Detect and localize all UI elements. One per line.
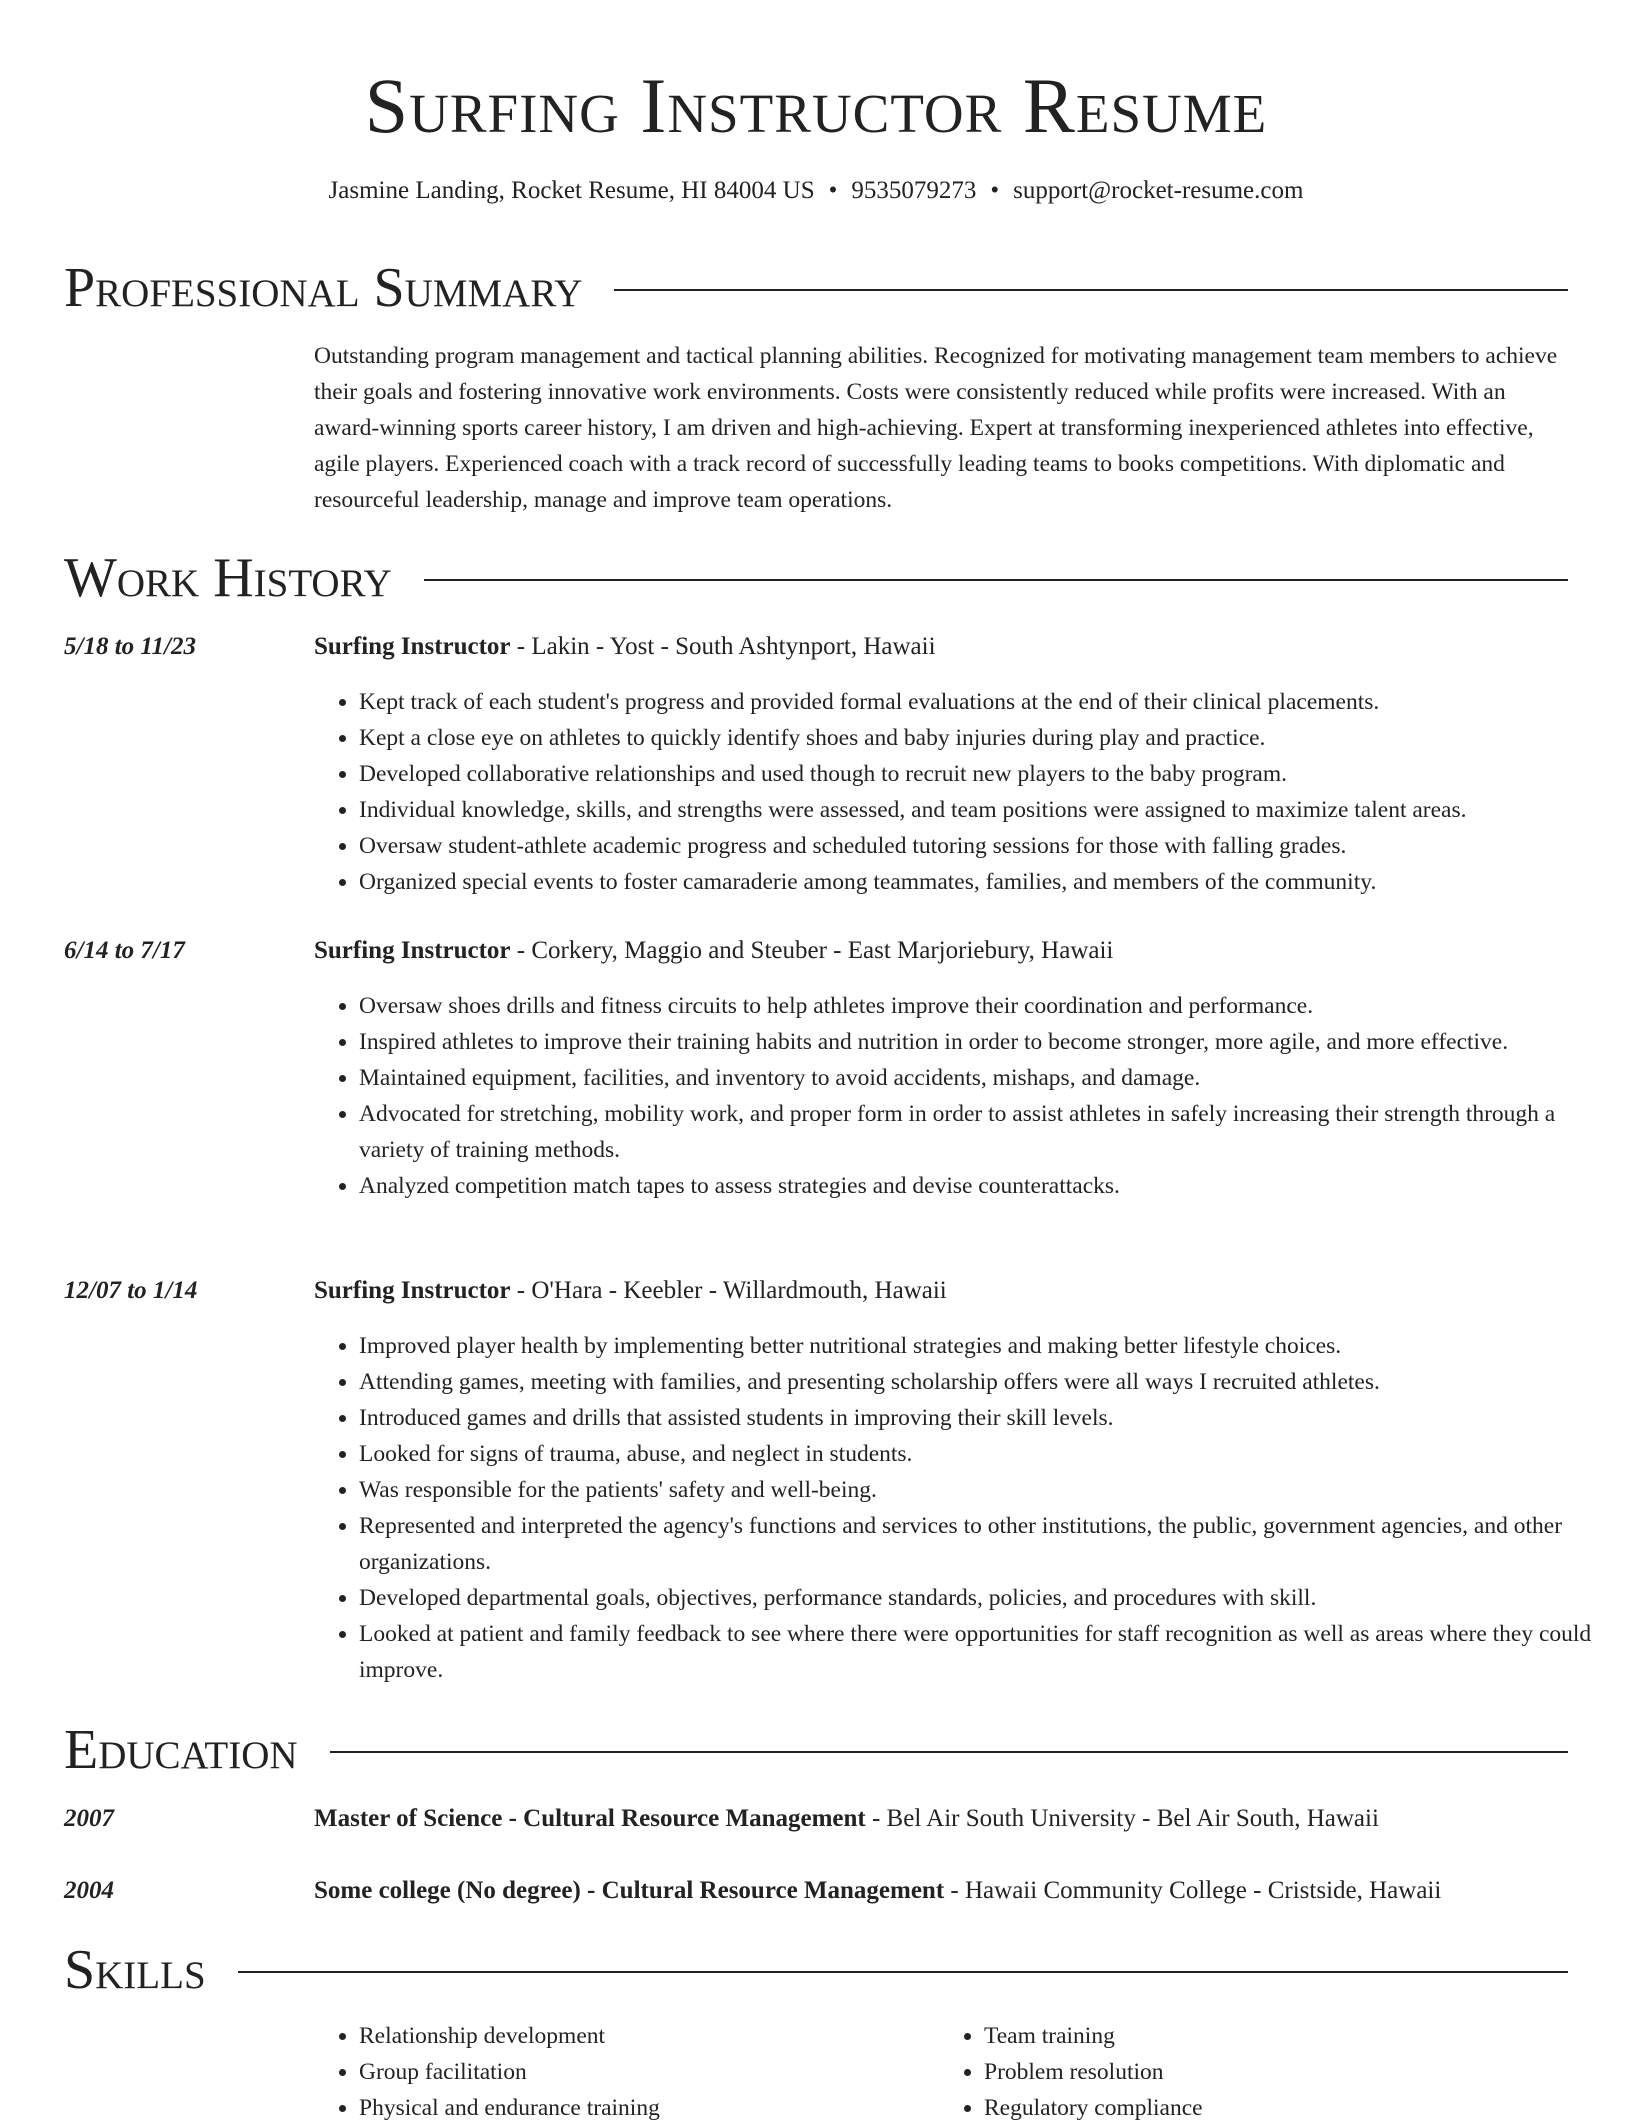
job-dates: 12/07 to 1/14 <box>64 1277 198 1304</box>
contact-address: Jasmine Landing, Rocket Resume, HI 84004 US <box>328 177 815 204</box>
list-item: • Kept track of each student's progress and provided formal evaluations at the end of their clinical placements. <box>359 684 1609 720</box>
section-title: Professional Summary <box>64 257 583 319</box>
section-title: Skills <box>64 1939 206 2001</box>
section-rule <box>238 1971 1568 1973</box>
list-item: • Developed departmental goals, objectives, performance standards, policies, and procedures with skill. <box>359 1580 1609 1616</box>
skill-item: • Problem resolution <box>984 2054 1564 2090</box>
contact-separator: • <box>990 177 1000 204</box>
skills-list <box>314 2018 1564 2126</box>
education-heading <box>314 1802 1379 1836</box>
list-item: • Represented and interpreted the agency's functions and services to other institutions, the public, government agencies, and other organizations. <box>359 1508 1609 1580</box>
list-item: • Was responsible for the patients' safety and well-being. <box>359 1472 1609 1508</box>
skills-column-left <box>314 2018 939 2126</box>
list-item: • Maintained equipment, facilities, and inventory to avoid accidents, mishaps, and damage. <box>359 1060 1609 1096</box>
job-bullets <box>314 684 1609 900</box>
list-item: • Individual knowledge, skills, and strengths were assessed, and team positions were assigned to maximize talent areas. <box>359 792 1609 828</box>
skill-item: • Relationship development <box>359 2018 939 2054</box>
list-item: • Organized special events to foster camaraderie among teammates, families, and members of the community. <box>359 864 1609 900</box>
list-item: • Oversaw student-athlete academic progress and scheduled tutoring sessions for those with falling grades. <box>359 828 1609 864</box>
job-heading <box>314 934 1113 968</box>
education-school: - Hawaii Community College - Cristside, Hawaii <box>944 1877 1442 1904</box>
section-rule <box>330 1751 1568 1753</box>
list-item: • Looked at patient and family feedback to see where there were opportunities for staff recognition as well as areas where they could improve. <box>359 1616 1609 1688</box>
list-item: • Kept a close eye on athletes to quickly identify shoes and baby injuries during play and practice. <box>359 720 1609 756</box>
section-skills-header <box>64 1937 1568 2003</box>
education-school: - Bel Air South University - Bel Air South, Hawaii <box>865 1805 1379 1832</box>
education-degree: Master of Science - Cultural Resource Management <box>314 1805 866 1832</box>
contact-phone: 9535079273 <box>851 177 977 204</box>
job-title: Surfing Instructor <box>314 633 511 660</box>
education-degree: Some college (No degree) - Cultural Resource Management <box>314 1877 945 1904</box>
skill-item: • Physical and endurance training <box>359 2090 939 2126</box>
section-rule <box>614 289 1568 291</box>
skill-item: • Group facilitation <box>359 2054 939 2090</box>
list-item: • Looked for signs of trauma, abuse, and neglect in students. <box>359 1436 1609 1472</box>
job-dates: 6/14 to 7/17 <box>64 937 185 964</box>
contact-separator: • <box>828 177 838 204</box>
job-heading <box>314 1274 947 1308</box>
list-item: • Introduced games and drills that assisted students in improving their skill levels. <box>359 1400 1609 1436</box>
list-item: • Advocated for stretching, mobility work, and proper form in order to assist athletes in safely increasing their strength through a variety of training methods. <box>359 1096 1609 1168</box>
resume-title: Surfing Instructor Resume <box>364 62 1268 149</box>
skill-item: • Regulatory compliance <box>984 2090 1564 2126</box>
section-summary-header <box>64 255 1568 321</box>
job-title: Surfing Instructor <box>314 1277 511 1304</box>
job-bullets <box>314 1328 1609 1688</box>
list-item: • Oversaw shoes drills and fitness circuits to help athletes improve their coordination and performance. <box>359 988 1609 1024</box>
job-employer: - Corkery, Maggio and Steuber - East Marjoriebury, Hawaii <box>510 937 1114 964</box>
section-education-header <box>64 1717 1568 1783</box>
education-heading <box>314 1874 1441 1908</box>
list-item: • Inspired athletes to improve their training habits and nutrition in order to become stronger, more agile, and more effective. <box>359 1024 1609 1060</box>
job-title: Surfing Instructor <box>314 937 511 964</box>
job-employer: - Lakin - Yost - South Ashtynport, Hawaii <box>510 633 936 660</box>
list-item: • Attending games, meeting with families, and presenting scholarship offers were all ways I recruited athletes. <box>359 1364 1609 1400</box>
section-title: Work History <box>64 547 392 609</box>
summary-text: Outstanding program management and tactical planning abilities. Recognized for motivating management team members to achieve their goals and fostering innovative work environments. Costs were consistently reduced while profits were increased. With an award-winning sports career history, I am driven and high-achieving. Expert at transforming inexperienced athletes into effective, agile players. Experienced coach with a track record of successfully leading teams to books competitions. With diplomatic and resourceful leadership, manage and improve team operations. <box>314 343 1558 513</box>
section-work-header <box>64 545 1568 611</box>
list-item: • Improved player health by implementing better nutritional strategies and making better lifestyle choices. <box>359 1328 1609 1364</box>
education-year: 2007 <box>64 1805 114 1832</box>
section-rule <box>424 579 1568 581</box>
skills-column-right <box>939 2018 1564 2126</box>
job-heading <box>314 630 936 664</box>
contact-line <box>0 174 1632 208</box>
section-title: Education <box>64 1719 298 1781</box>
job-employer: - O'Hara - Keebler - Willardmouth, Hawaii <box>510 1277 947 1304</box>
job-dates: 5/18 to 11/23 <box>64 633 196 660</box>
job-bullets <box>314 988 1609 1204</box>
education-year: 2004 <box>64 1877 114 1904</box>
skill-item: • Team training <box>984 2018 1564 2054</box>
contact-email: support@rocket-resume.com <box>1013 177 1304 204</box>
list-item: • Analyzed competition match tapes to assess strategies and devise counterattacks. <box>359 1168 1609 1204</box>
list-item: • Developed collaborative relationships and used though to recruit new players to the baby program. <box>359 756 1609 792</box>
